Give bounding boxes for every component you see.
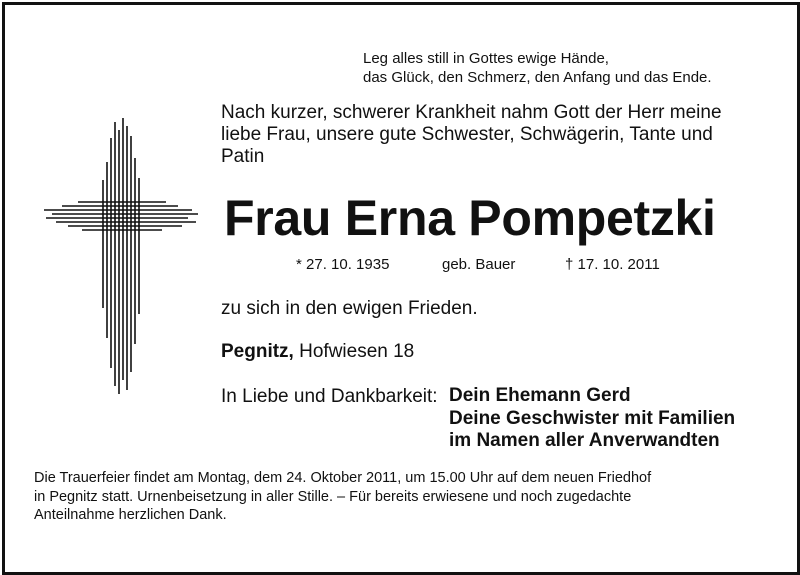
maiden-name: geb. Bauer [442, 256, 516, 273]
cross-icon [42, 118, 202, 405]
mourners-list [449, 385, 735, 453]
birth-date: * 27. 10. 1935 [296, 256, 390, 273]
footer-line: Anteilnahme herzlichen Dank. [34, 507, 227, 523]
address-town: Pegnitz, [221, 341, 294, 362]
funeral-info [34, 469, 651, 525]
address-street: Hofwiesen 18 [299, 341, 415, 362]
motto-line: das Glück, den Schmerz, den Anfang und das Ende. [363, 69, 712, 86]
mourner-line: Deine Geschwister mit Familien [449, 407, 736, 429]
mourners-intro: In Liebe und Dankbarkeit: [221, 386, 438, 407]
intro-line: Patin [221, 146, 265, 167]
footer-line: Die Trauerfeier findet am Montag, dem 24. Oktober 2011, um 15.00 Uhr auf dem neuen Friedhof [34, 470, 652, 486]
intro-text [221, 102, 722, 168]
intro-line: liebe Frau, unsere gute Schwester, Schwägerin, Tante und [221, 124, 713, 145]
peace-line: zu sich in den ewigen Frieden. [221, 298, 478, 319]
footer-line: in Pegnitz statt. Urnenbeisetzung in aller Stille. – Für bereits erwiesene und noch zugedachte [34, 488, 632, 505]
deceased-name: Frau Erna Pompetzki [224, 190, 716, 246]
mourner-line: im Namen aller Anverwandten [449, 430, 720, 451]
mourner-line: Dein Ehemann Gerd [449, 385, 631, 406]
death-date: † 17. 10. 2011 [565, 256, 660, 273]
motto-verse [363, 49, 712, 87]
intro-line: Nach kurzer, schwerer Krankheit nahm Gott der Herr meine [221, 102, 722, 123]
motto-line: Leg alles still in Gottes ewige Hände, [363, 50, 609, 67]
address-line [221, 340, 414, 364]
